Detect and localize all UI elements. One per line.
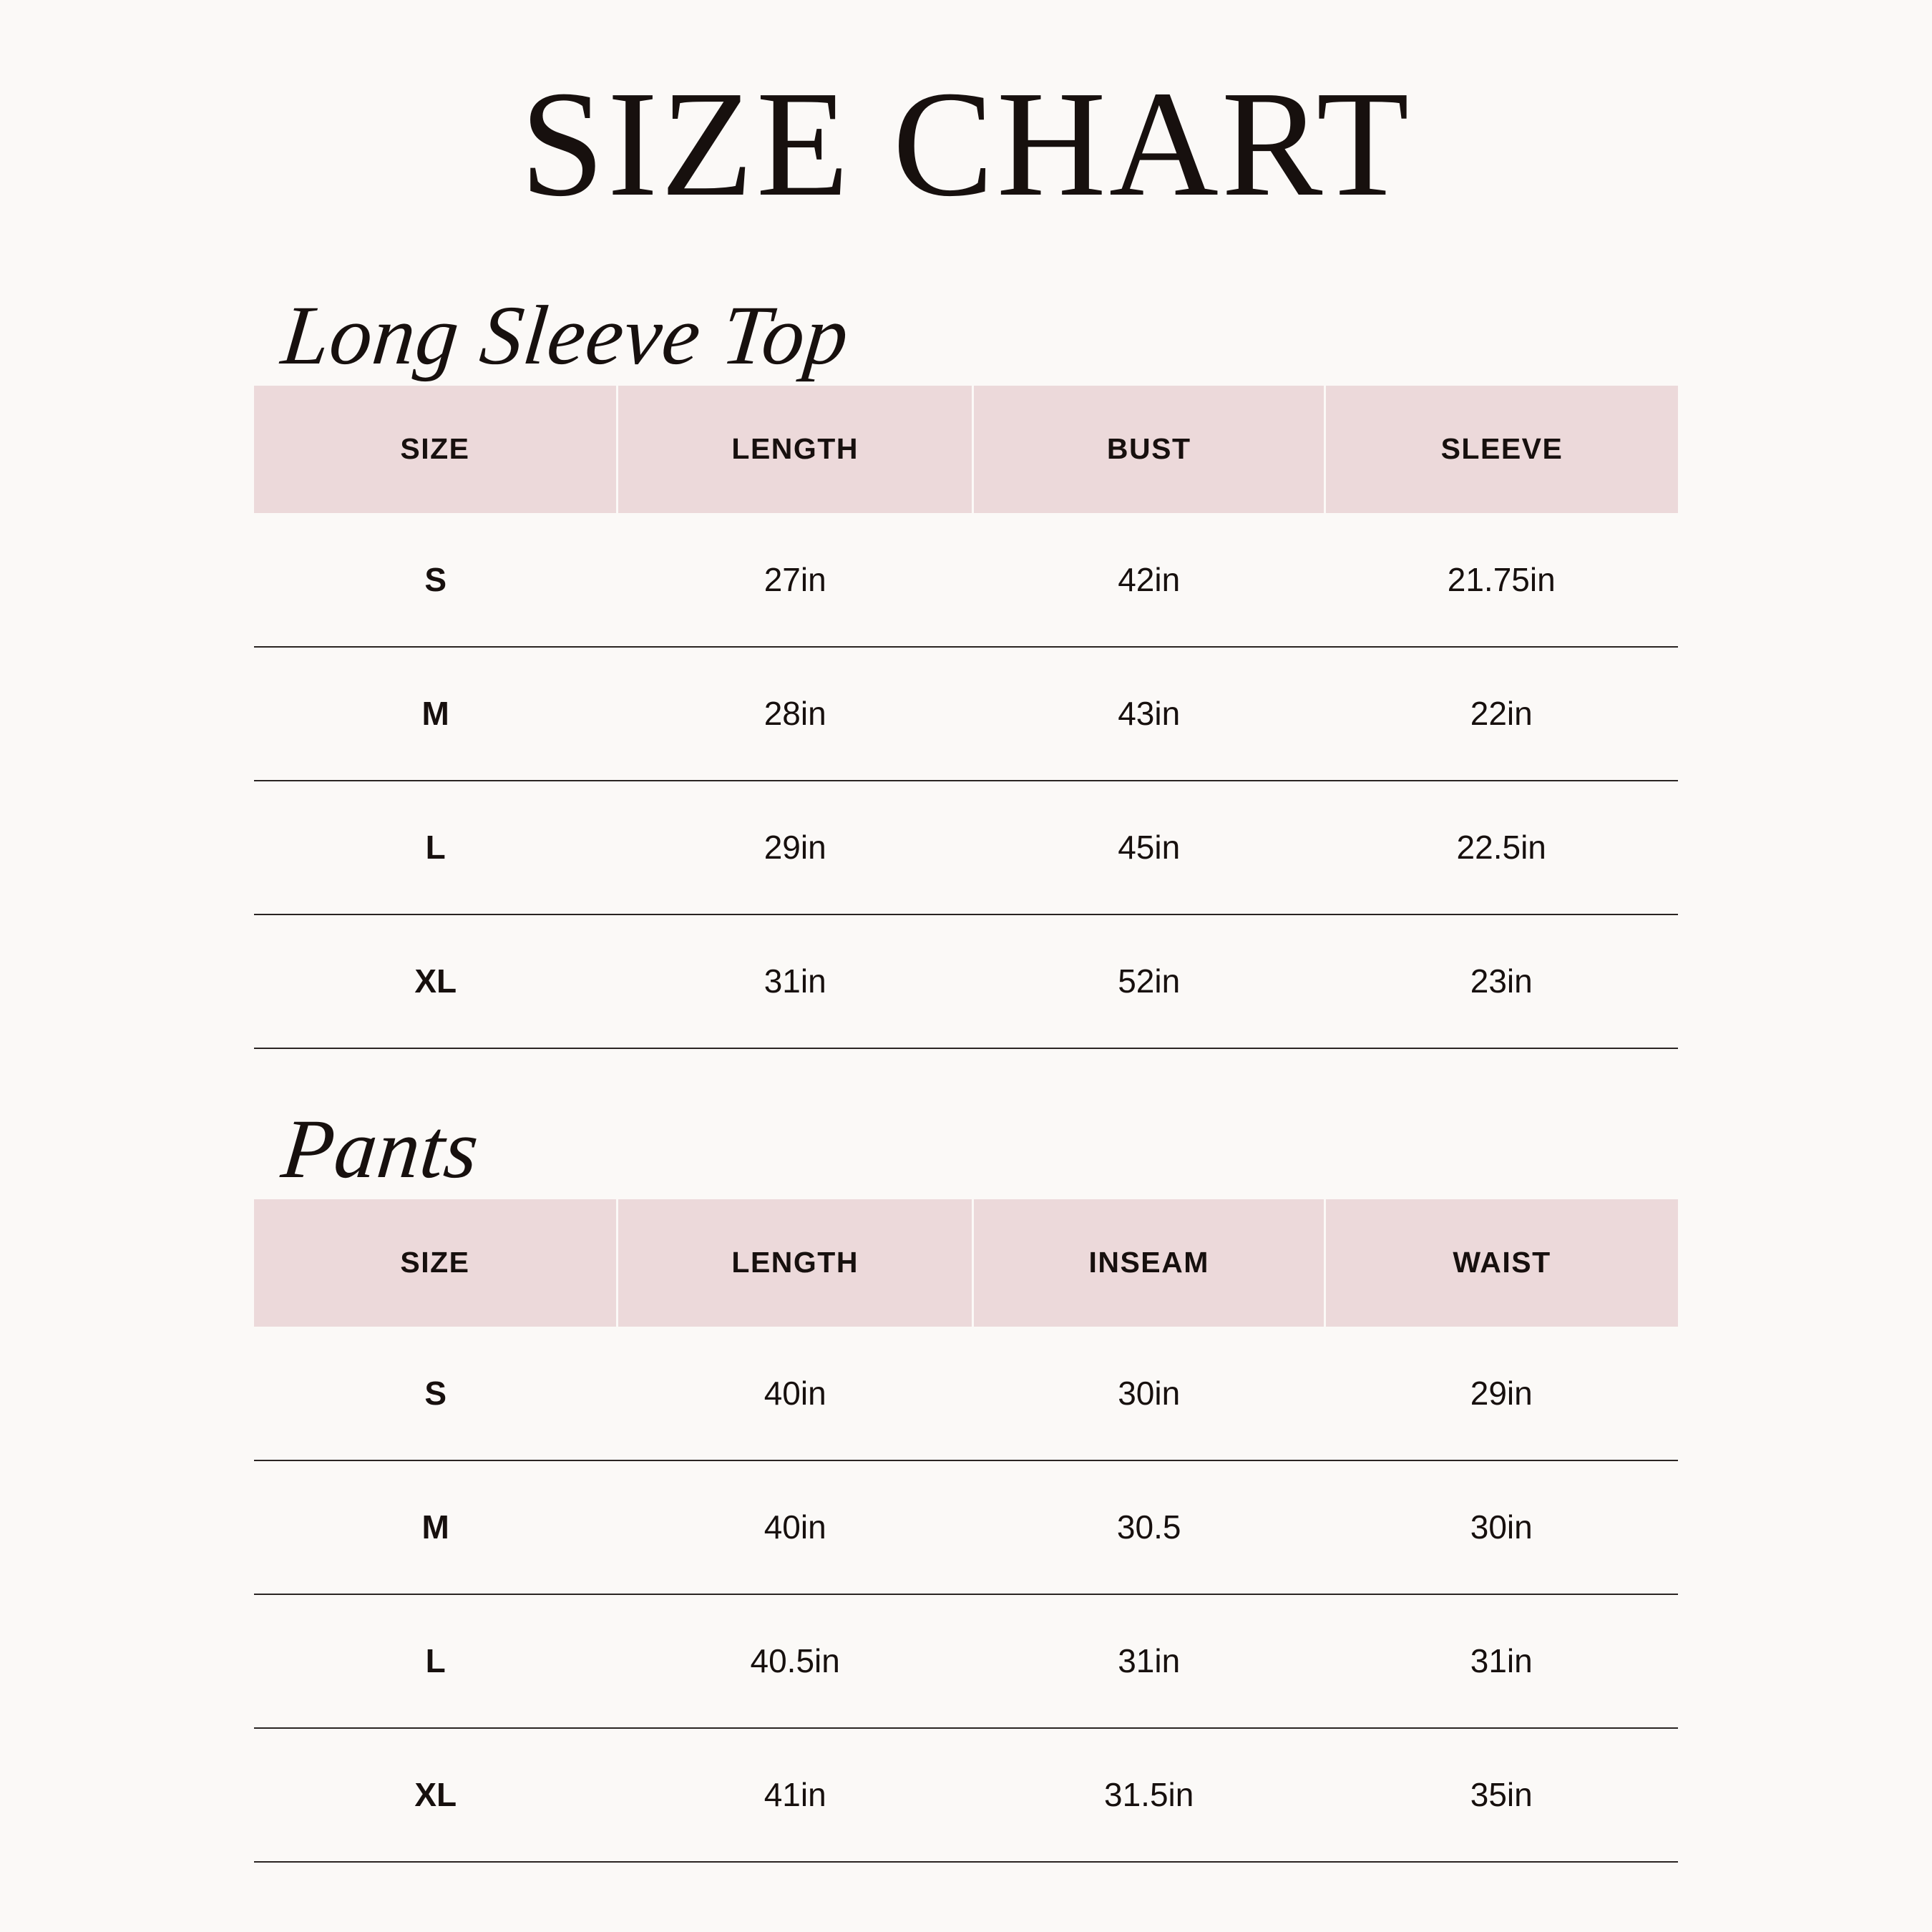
- cell-waist: 35in: [1324, 1728, 1678, 1862]
- cell-size: L: [254, 781, 617, 914]
- column-header-sleeve: SLEEVE: [1324, 386, 1678, 513]
- cell-inseam: 31in: [973, 1594, 1325, 1728]
- cell-inseam: 30.5: [973, 1460, 1325, 1594]
- size-table-long-sleeve-top: [254, 386, 1678, 1049]
- cell-size: S: [254, 1327, 617, 1460]
- table-row: [254, 513, 1678, 647]
- table-row: [254, 914, 1678, 1048]
- section-heading-pants: Pants: [278, 1101, 484, 1196]
- table-header-pants: [254, 1199, 1678, 1327]
- cell-waist: 29in: [1324, 1327, 1678, 1460]
- cell-size: XL: [254, 1728, 617, 1862]
- cell-sleeve: 22in: [1324, 647, 1678, 781]
- column-header-bust: BUST: [973, 386, 1325, 513]
- cell-size: S: [254, 513, 617, 647]
- cell-inseam: 31.5in: [973, 1728, 1325, 1862]
- size-table-pants: [254, 1199, 1678, 1863]
- cell-bust: 45in: [973, 781, 1325, 914]
- table-header-long-sleeve-top: [254, 386, 1678, 513]
- cell-length: 41in: [617, 1728, 973, 1862]
- cell-sleeve: 23in: [1324, 914, 1678, 1048]
- table-header-row: [254, 1199, 1678, 1327]
- column-header-size: SIZE: [254, 386, 617, 513]
- cell-size: L: [254, 1594, 617, 1728]
- cell-size: M: [254, 647, 617, 781]
- table-row: [254, 1594, 1678, 1728]
- column-header-size: SIZE: [254, 1199, 617, 1327]
- cell-bust: 52in: [973, 914, 1325, 1048]
- cell-size: M: [254, 1460, 617, 1594]
- cell-length: 40in: [617, 1460, 973, 1594]
- section-pants: [254, 1101, 1678, 1863]
- table-row: [254, 781, 1678, 914]
- cell-size: XL: [254, 914, 617, 1048]
- table-body-long-sleeve-top: [254, 513, 1678, 1048]
- cell-length: 40.5in: [617, 1594, 973, 1728]
- cell-bust: 43in: [973, 647, 1325, 781]
- page-title: SIZE CHART: [519, 59, 1413, 228]
- cell-length: 27in: [617, 513, 973, 647]
- column-header-waist: WAIST: [1324, 1199, 1678, 1327]
- section-long-sleeve-top: [254, 288, 1678, 1049]
- cell-length: 40in: [617, 1327, 973, 1460]
- table-wrapper-pants: [254, 1199, 1678, 1863]
- table-wrapper-long-sleeve-top: [254, 386, 1678, 1049]
- table-row: [254, 1460, 1678, 1594]
- cell-sleeve: 22.5in: [1324, 781, 1678, 914]
- cell-waist: 31in: [1324, 1594, 1678, 1728]
- cell-length: 31in: [617, 914, 973, 1048]
- table-row: [254, 1327, 1678, 1460]
- cell-waist: 30in: [1324, 1460, 1678, 1594]
- section-heading-long-sleeve-top: Long Sleeve Top: [278, 288, 854, 382]
- cell-inseam: 30in: [973, 1327, 1325, 1460]
- cell-length: 29in: [617, 781, 973, 914]
- cell-sleeve: 21.75in: [1324, 513, 1678, 647]
- table-header-row: [254, 386, 1678, 513]
- table-body-pants: [254, 1327, 1678, 1862]
- column-header-length: LENGTH: [617, 386, 973, 513]
- table-row: [254, 1728, 1678, 1862]
- cell-length: 28in: [617, 647, 973, 781]
- cell-bust: 42in: [973, 513, 1325, 647]
- table-row: [254, 647, 1678, 781]
- column-header-length: LENGTH: [617, 1199, 973, 1327]
- column-header-inseam: INSEAM: [973, 1199, 1325, 1327]
